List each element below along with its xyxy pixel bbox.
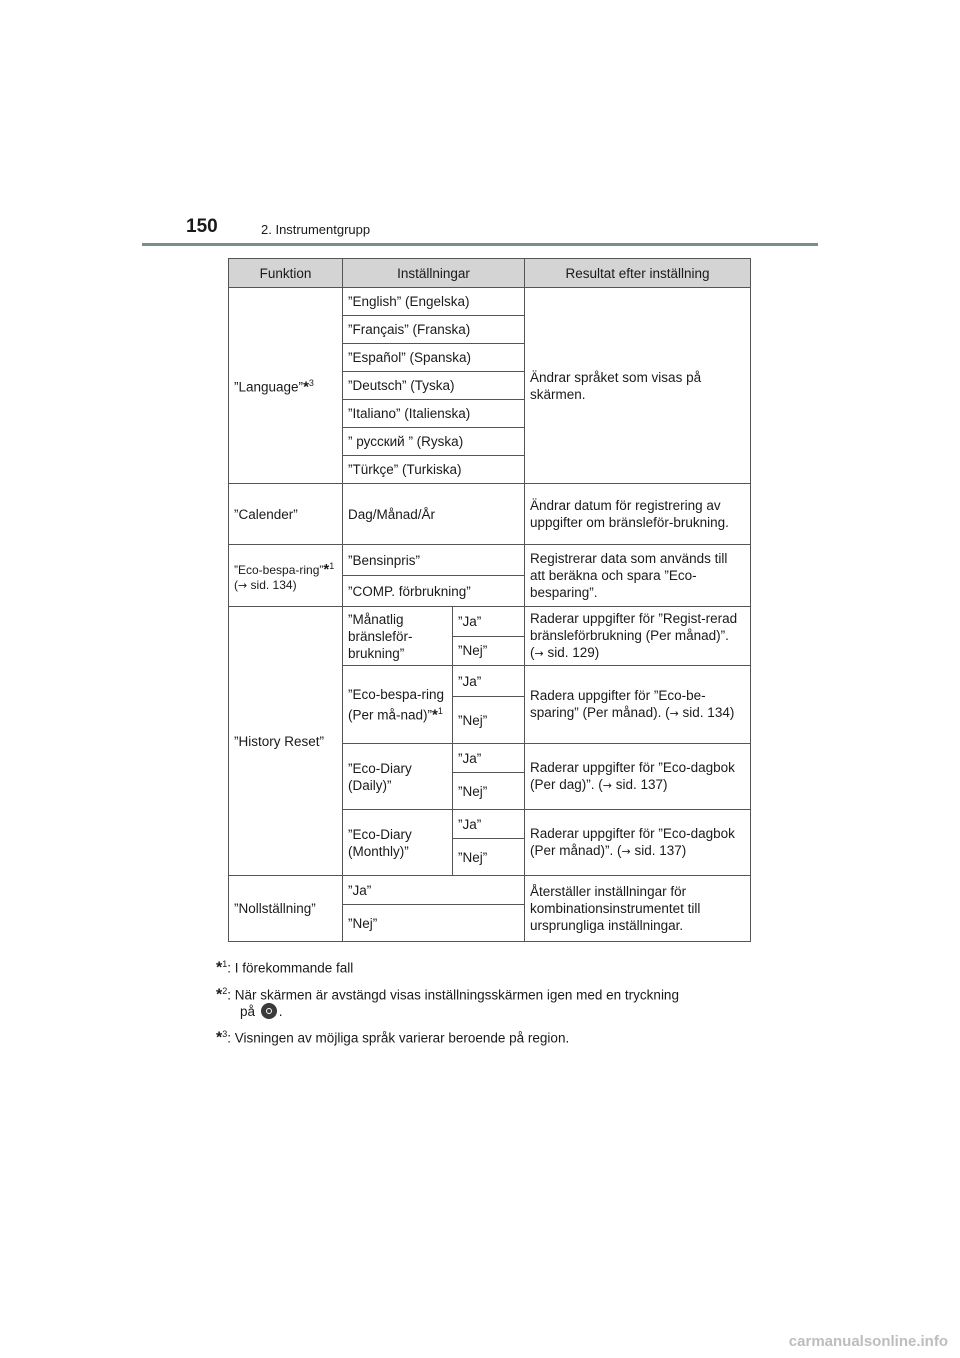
history-group-label: ”Eco-bespa-ring (Per må-nad)”*$^1$ <box>343 666 453 744</box>
eco-result: Registrerar data som används till att beräkna och spara ”Eco-besparing”. <box>525 545 751 607</box>
section-title: 2. Instrumentgrupp <box>261 222 371 237</box>
history-option: ”Nej” <box>453 773 525 810</box>
eco-cell: ”Eco-bespa-ring”*$^1$ (→ sid. 134) <box>229 545 343 607</box>
header-resultat: Resultat efter inställning <box>525 259 751 288</box>
footnote: *$^1$: I förekommande fall <box>216 959 354 977</box>
eco-note-ref: 1 <box>329 560 335 571</box>
header-installningar: Inställningar <box>343 259 525 288</box>
language-option: ”Deutsch” (Tyska) <box>343 372 525 400</box>
reset-option: ”Ja” <box>343 876 525 905</box>
reset-result: Återställer inställningar för kombinationsinstrumentet till ursprungliga inställningar. <box>525 876 751 942</box>
reset-label: ”Nollställning” <box>229 876 343 942</box>
table-row <box>229 288 751 316</box>
table-row <box>229 607 751 637</box>
eco-option: ”COMP. förbrukning” <box>343 576 525 607</box>
header-funktion: Funktion <box>229 259 343 288</box>
language-result: Ändrar språket som visas på skärmen. <box>525 288 751 484</box>
history-option: ”Nej” <box>453 697 525 744</box>
page-number: 150 <box>186 216 218 237</box>
footnotes <box>216 956 751 1053</box>
table-header-row <box>229 259 751 288</box>
arrow-icon: → <box>534 647 544 660</box>
footnote: *$^3$: Visningen av möjliga språk varierar beroende på region. <box>216 1029 570 1047</box>
language-option: ” русский ” (Ryska) <box>343 428 525 456</box>
history-result: Raderar uppgifter för ”Eco-dagbok (Per månad)”. (→ sid. 137) <box>525 810 751 876</box>
reset-option: ”Nej” <box>343 905 525 942</box>
history-option: ”Ja” <box>453 810 525 839</box>
history-group-label: ”Månatlig bränsleför-brukning” <box>343 607 453 666</box>
history-result: Raderar uppgifter för ”Eco-dagbok (Per dag)”. (→ sid. 137) <box>525 744 751 810</box>
language-note-ref: 3 <box>308 378 314 389</box>
history-label: ”History Reset” <box>229 607 343 876</box>
history-note-ref: 1 <box>437 705 443 716</box>
arrow-icon: → <box>602 779 613 792</box>
history-group-label: ”Eco-Diary (Daily)” <box>343 744 453 810</box>
table-row <box>229 545 751 576</box>
history-option: ”Ja” <box>453 744 525 773</box>
history-option: ”Nej” <box>453 636 525 666</box>
language-option: ”English” (Engelska) <box>343 288 525 316</box>
language-option: ”Italiano” (Italienska) <box>343 400 525 428</box>
table-row <box>229 876 751 905</box>
history-option: ”Ja” <box>453 607 525 637</box>
history-option: ”Nej” <box>453 839 525 876</box>
language-label: ”Language” <box>234 379 304 395</box>
language-option: ”Türkçe” (Turkiska) <box>343 456 525 484</box>
history-option: ”Ja” <box>453 666 525 697</box>
arrow-icon: → <box>238 578 248 592</box>
language-option: ”Español” (Spanska) <box>343 344 525 372</box>
footnote: *$^2$: När skärmen är avstängd visas inställningsskärmen igen med en tryckning på . <box>216 985 679 1019</box>
arrow-icon: → <box>669 707 679 720</box>
eco-option: ”Bensinpris” <box>343 545 525 576</box>
history-result: Radera uppgifter för ”Eco-be-sparing” (Per månad). (→ sid. 134) <box>525 666 751 744</box>
watermark: carmanualsonline.info <box>788 1333 948 1350</box>
history-group-label: ”Eco-Diary (Monthly)” <box>343 810 453 876</box>
eco-label: ”Eco-bespa-ring” <box>234 562 324 577</box>
arrow-icon: → <box>621 845 631 858</box>
calender-setting: Dag/Månad/År <box>343 484 525 545</box>
history-result: Raderar uppgifter för ”Regist-rerad bränsleförbrukning (Per månad)”. (→ sid. 129) <box>525 607 751 666</box>
table-row <box>229 484 751 545</box>
calender-result: Ändrar datum för registrering av uppgifter om bränsleför-brukning. <box>525 484 751 545</box>
header-rule <box>142 243 818 246</box>
settings-table <box>228 258 751 942</box>
language-cell: ”Language”*$^3$ <box>229 288 343 484</box>
language-option: ”Français” (Franska) <box>343 316 525 344</box>
calender-label: ”Calender” <box>229 484 343 545</box>
enter-button-icon <box>261 1003 277 1019</box>
